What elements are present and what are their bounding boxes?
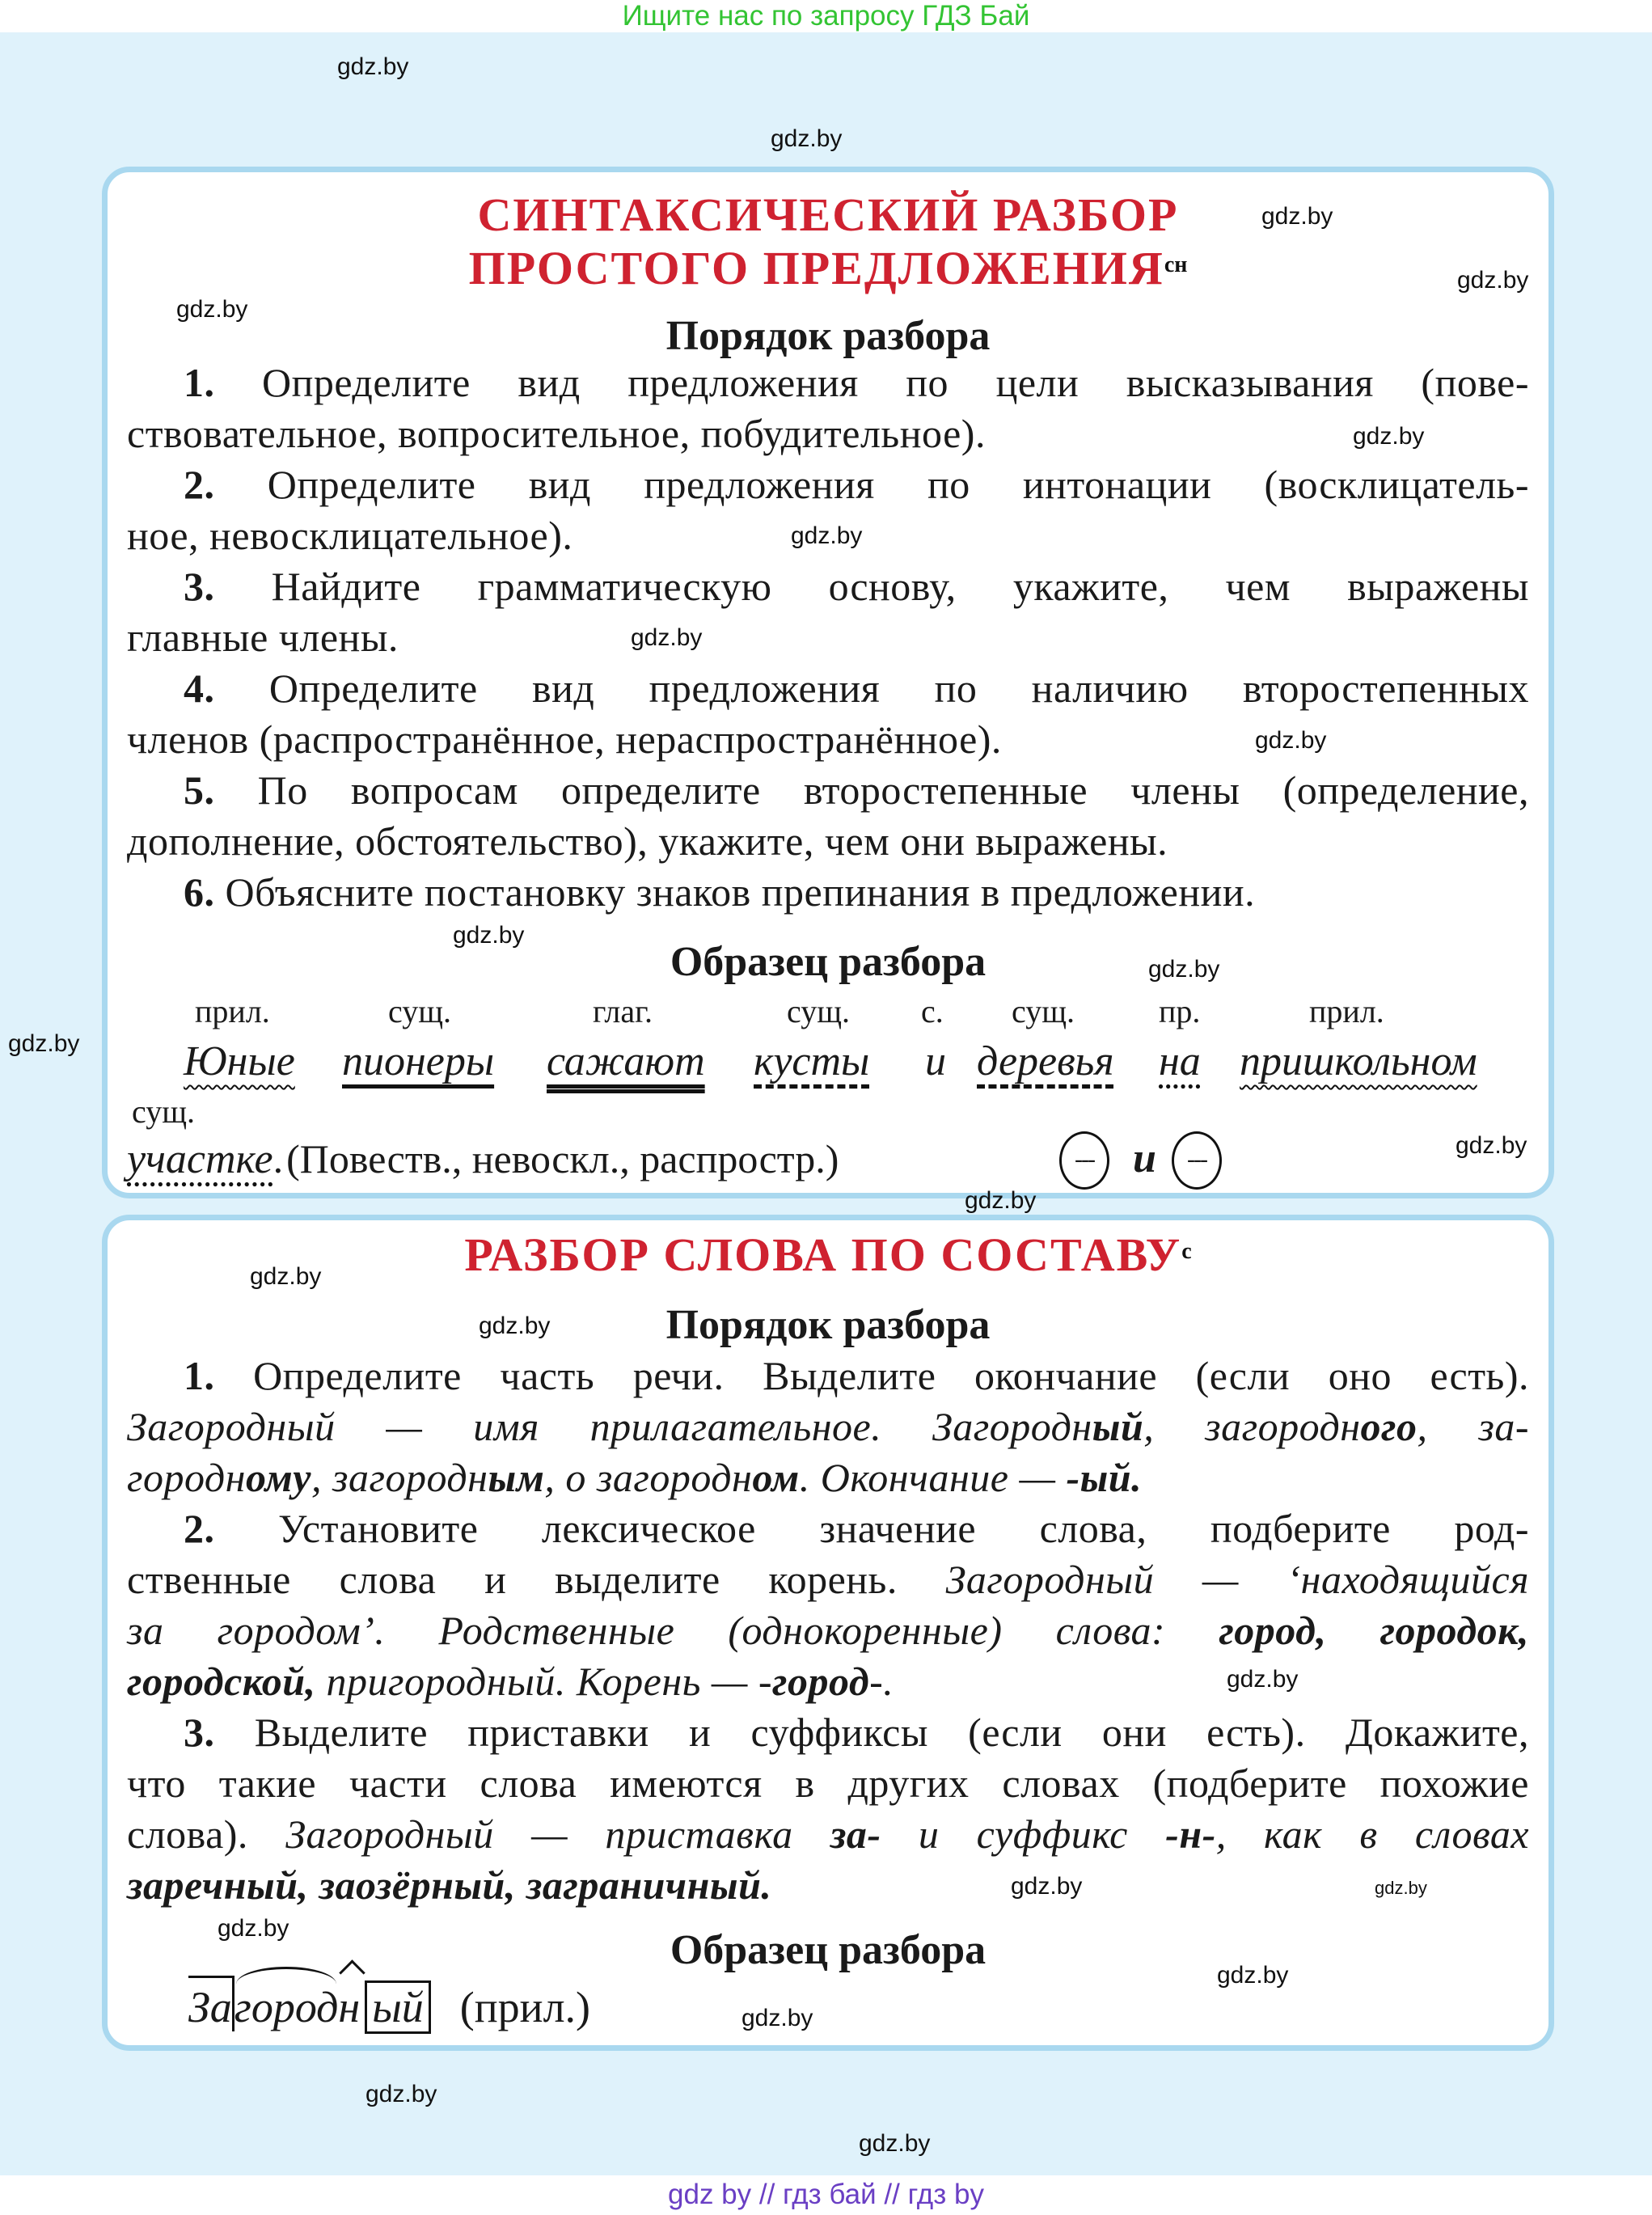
text-segment: ствовательное, вопросительное, побудительное). [127, 411, 986, 456]
text-segment: , загородн [1143, 1404, 1361, 1449]
sample-word-object: кусты [754, 1038, 870, 1084]
text-segment: Определите часть речи. Выделите окончание (если оно есть). [214, 1353, 1529, 1398]
text-segment: . Окончание — [799, 1455, 1067, 1500]
text-segment: Найдите грамматическую основу, укажите, чем выражены [214, 564, 1529, 609]
syntax-parsing-card [102, 167, 1554, 1198]
text-segment: дополнение, обстоятельство), укажите, чем они выражены. [127, 818, 1168, 864]
suffix-mark: н [338, 1983, 361, 2031]
text-segment: -. [869, 1659, 894, 1704]
text-segment: -ый. [1066, 1455, 1143, 1500]
watermark: gdz.by [337, 53, 409, 80]
pos-label: с. [921, 993, 944, 1029]
text-segment: городн [127, 1455, 246, 1500]
text-segment: 6. [184, 869, 215, 915]
watermark: gdz.by [1375, 1878, 1427, 1898]
text-segment: , как в словах [1215, 1811, 1530, 1857]
watermark: gdz.by [791, 522, 863, 549]
section1-title-line1: СИНТАКСИЧЕСКИЙ РАЗБОР [477, 188, 1179, 241]
prefix-mark: За [188, 1976, 234, 2031]
title-mark: сн [1164, 252, 1188, 277]
pos-label: прил. [195, 993, 270, 1029]
title-text: РАЗБОР СЛОВА ПО СОСТАВУ [464, 1228, 1182, 1281]
sample-word-attribute: пришкольном [1240, 1038, 1477, 1084]
text-line [127, 1656, 1529, 1707]
text-segment: город, городок, [1219, 1608, 1530, 1653]
text-line [127, 1860, 1529, 1911]
text-line [127, 459, 1529, 510]
part-of-speech-note: (прил.) [459, 1983, 591, 2031]
watermark: gdz.by [1217, 1962, 1289, 1989]
watermark: gdz.by [453, 922, 525, 949]
text-segment: 4. [184, 666, 215, 711]
conjunction-i: и [1133, 1135, 1156, 1181]
text-segment: Установите лексическое значение слова, подберите род- [214, 1506, 1529, 1551]
text-segment: 1. [184, 1353, 215, 1398]
text-segment: членов (распространённое, нераспространённое). [127, 716, 1002, 762]
text-segment: что такие части слова имеются в других словах (подберите похожие [127, 1761, 1529, 1806]
text-segment: за городом’. Родственные (однокоренные) слова: [127, 1608, 1219, 1653]
top-search-note[interactable]: Ищите нас по запросу ГДЗ Бай [622, 0, 1030, 32]
watermark: gdz.by [250, 1263, 322, 1290]
pos-label: сущ. [132, 1093, 196, 1130]
section2-sample-heading: Образец разбора [670, 1927, 987, 1973]
sample-word-attribute: Юные [184, 1038, 295, 1084]
section2-title [108, 1228, 1548, 1282]
text-segment: за- [830, 1811, 881, 1857]
text-segment: пригородный. Корень — - [326, 1659, 773, 1704]
text-line [127, 357, 1529, 408]
text-segment: ственные слова и выделите корень. [127, 1557, 946, 1602]
watermark: gdz.by [176, 296, 248, 323]
sample-second-row [127, 1135, 839, 1184]
sample-word-object: деревья [977, 1038, 1114, 1084]
watermark: gdz.by [859, 2130, 931, 2157]
text-segment: Выделите приставки и суффиксы (если они есть). Докажите, [214, 1710, 1529, 1755]
text-segment: ого [1360, 1404, 1418, 1449]
sample-word-conjunction: и [925, 1038, 946, 1084]
watermark: gdz.by [1011, 1873, 1083, 1900]
pos-label: прил. [1309, 993, 1384, 1029]
zero-sign-circle: --- [1172, 1131, 1222, 1190]
text-line [127, 867, 1529, 918]
watermark: gdz.by [1456, 1132, 1527, 1159]
text-segment: главные члены. [127, 615, 399, 660]
period: . [273, 1136, 284, 1181]
watermark: gdz.by [218, 1915, 289, 1942]
watermark: gdz.by [479, 1313, 551, 1339]
text-line [127, 1554, 1529, 1605]
section1-steps [127, 357, 1529, 918]
text-line [127, 1758, 1529, 1809]
pos-label: глаг. [593, 993, 653, 1029]
text-line [127, 765, 1529, 816]
sample-word-preposition: на [1159, 1038, 1201, 1084]
sentence-characteristics: (Повеств., невоскл., распростр.) [286, 1136, 839, 1181]
text-segment: город [772, 1659, 870, 1704]
text-segment: Загородный — приставка [285, 1811, 830, 1857]
footer-links[interactable]: gdz by // гдз бай // гдз by [668, 2179, 984, 2210]
watermark: gdz.by [1353, 423, 1425, 450]
watermark: gdz.by [631, 624, 703, 651]
pos-label: сущ. [388, 993, 452, 1029]
watermark: gdz.by [1148, 956, 1220, 983]
text-segment: , о загородн [544, 1455, 753, 1500]
title-text: ПРОСТОГО ПРЕДЛОЖЕНИЯ [468, 242, 1164, 294]
text-line [127, 561, 1529, 612]
sample-word-adverbial: участке [127, 1136, 273, 1182]
text-segment: , за- [1417, 1404, 1530, 1449]
text-line [127, 1452, 1529, 1503]
text-segment: 5. [184, 767, 215, 813]
text-segment: -н- [1165, 1811, 1216, 1857]
text-segment: городской, [127, 1659, 327, 1704]
watermark: gdz.by [1255, 727, 1327, 754]
sample-word-subject: пионеры [342, 1038, 495, 1084]
watermark: gdz.by [771, 125, 843, 152]
text-segment: 3. [184, 1710, 215, 1755]
text-line [127, 612, 1529, 663]
watermark: gdz.by [1261, 203, 1333, 230]
text-segment: 3. [184, 564, 215, 609]
watermark: gdz.by [741, 2005, 813, 2031]
text-segment: , загородн [311, 1455, 488, 1500]
morpheme-analysis [188, 1980, 590, 2034]
pos-label: сущ. [1012, 993, 1075, 1029]
text-segment: слова). [127, 1811, 286, 1857]
section2-steps [127, 1351, 1529, 1911]
watermark: gdz.by [1227, 1666, 1299, 1693]
section1-title-line2 [108, 242, 1548, 295]
watermark: gdz.by [365, 2081, 437, 2107]
text-line [127, 1351, 1529, 1401]
sample-word-predicate: сажают [547, 1038, 705, 1084]
text-segment: Объясните постановку знаков препинания в предложении. [214, 869, 1256, 915]
ending-box: ый [365, 1980, 431, 2034]
text-line [127, 1401, 1529, 1452]
section1-sample-heading: Образец разбора [670, 939, 987, 985]
text-segment: Загородный — ‘находящийся [945, 1557, 1529, 1602]
text-segment: Загородный — имя прилагательное. Загородн [127, 1404, 1092, 1449]
text-segment: По вопросам определите второстепенные члены (определение, [214, 767, 1529, 813]
text-segment: 2. [184, 1506, 215, 1551]
root-mark: город [234, 1983, 339, 2031]
text-line [127, 1605, 1529, 1656]
text-segment: ый [1092, 1404, 1144, 1449]
text-line [127, 408, 1529, 459]
text-segment: ым [488, 1455, 545, 1500]
text-segment: заречный, заозёрный, заграничный. [127, 1862, 772, 1908]
text-line [127, 816, 1529, 867]
section1-order-heading: Порядок разбора [665, 313, 991, 359]
watermark: gdz.by [8, 1030, 80, 1057]
text-segment: Определите вид предложения по цели высказывания (пове- [214, 360, 1529, 405]
text-line [127, 1707, 1529, 1758]
watermark: gdz.by [965, 1187, 1037, 1214]
pos-label: сущ. [787, 993, 851, 1029]
text-segment: ом [752, 1455, 800, 1500]
text-segment: 1. [184, 360, 215, 405]
section2-order-heading: Порядок разбора [665, 1302, 991, 1348]
text-line [127, 1503, 1529, 1554]
text-segment: Определите вид предложения по интонации (восклицатель- [214, 462, 1529, 507]
pos-label: пр. [1159, 993, 1201, 1029]
text-segment: Определите вид предложения по наличию второстепенных [214, 666, 1529, 711]
word-structure-card [102, 1215, 1554, 2051]
watermark: gdz.by [1457, 267, 1529, 294]
text-line [127, 1809, 1529, 1860]
title-mark: с [1181, 1239, 1192, 1264]
text-line [127, 663, 1529, 714]
zero-sign-circle: --- [1059, 1131, 1109, 1190]
text-segment: ому [245, 1455, 311, 1500]
text-segment: 2. [184, 462, 215, 507]
text-segment: и суффикс [881, 1811, 1166, 1857]
text-segment: ное, невосклицательное). [127, 513, 573, 558]
